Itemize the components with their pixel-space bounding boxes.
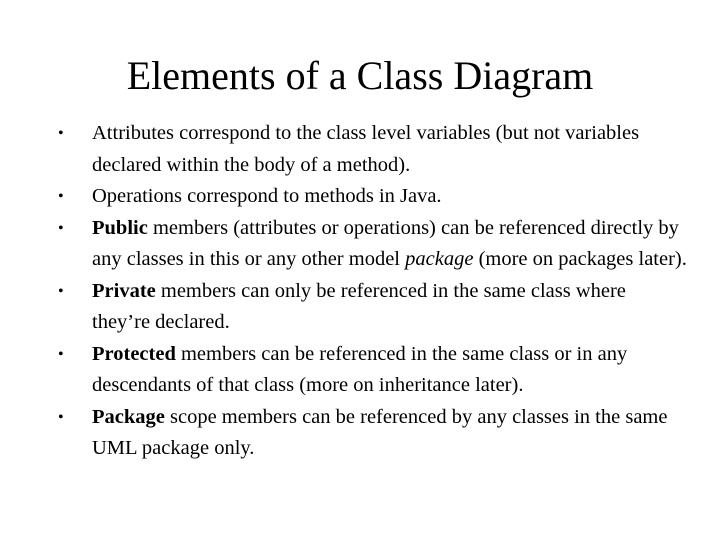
bullet-icon: • bbox=[58, 219, 64, 237]
bullet-text: members can be referenced in the same class or in any descendants of that class (more on inheritance later). bbox=[92, 342, 628, 396]
bullet-text: scope members can be referenced by any classes in the same UML package only. bbox=[92, 405, 668, 459]
bullet-icon: • bbox=[58, 188, 64, 205]
bullet-text: members (attributes or operations) can be referenced directly by any classes in this or any other model bbox=[92, 216, 679, 270]
bullet-text-continued: (more on packages later). bbox=[473, 248, 687, 270]
bullet-public bbox=[48, 213, 688, 276]
bullet-list bbox=[48, 118, 688, 465]
bullet-text: Operations correspond to methods in Java. bbox=[92, 185, 442, 207]
bullet-operations bbox=[48, 181, 688, 213]
bullet-keyword: Private bbox=[92, 279, 156, 302]
bullet-keyword: Package bbox=[92, 405, 165, 428]
bullet-package bbox=[48, 402, 688, 465]
bullet-text: members can only be referenced in the same class where they’re declared. bbox=[92, 279, 626, 333]
bullet-private bbox=[48, 276, 688, 339]
bullet-icon: • bbox=[58, 345, 64, 363]
bullet-keyword: Protected bbox=[92, 342, 176, 365]
bullet-icon: • bbox=[58, 282, 64, 300]
bullet-icon: • bbox=[58, 125, 64, 142]
bullet-attributes bbox=[48, 118, 688, 181]
bullet-text: Attributes correspond to the class level variables (but not variables declared within the body of a method). bbox=[92, 122, 640, 176]
bullet-icon: • bbox=[58, 408, 64, 426]
bullet-keyword: Public bbox=[92, 216, 148, 239]
bullet-italic-term: package bbox=[405, 248, 474, 270]
bullet-protected bbox=[48, 339, 688, 402]
slide-title: Elements of a Class Diagram bbox=[126, 53, 594, 98]
